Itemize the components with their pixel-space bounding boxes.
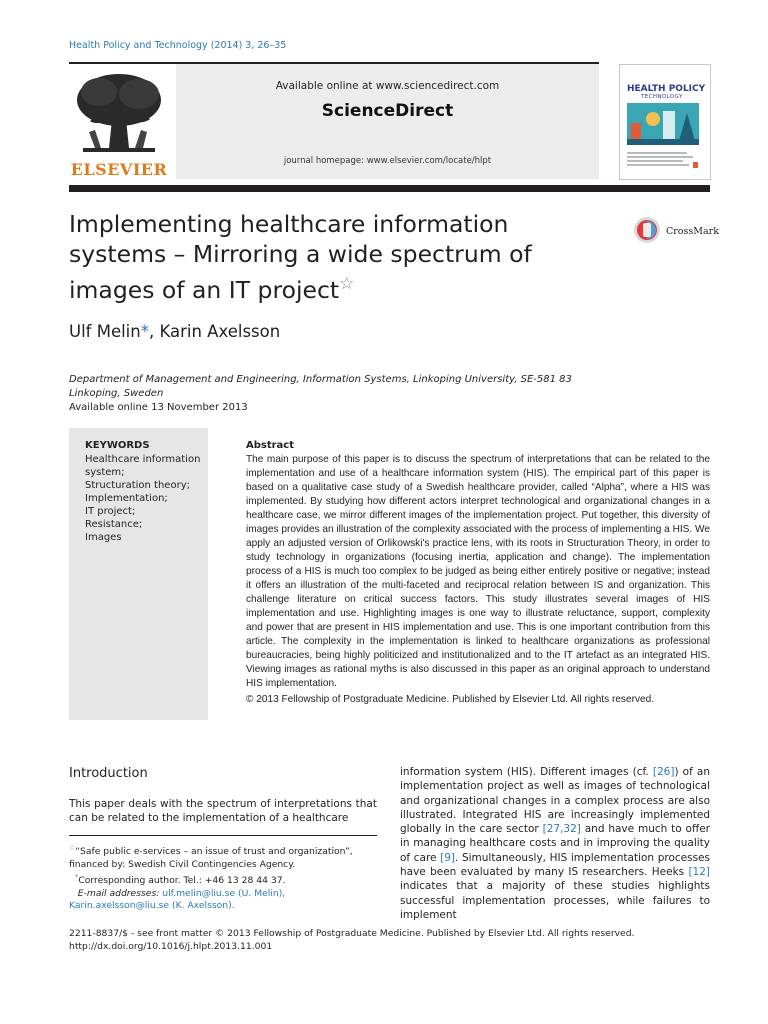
abstract-heading: Abstract bbox=[246, 440, 295, 451]
cover-title: HEALTH POLICY bbox=[627, 84, 706, 94]
keyword-item: IT project; bbox=[85, 506, 136, 517]
footnote-corresponding bbox=[69, 871, 379, 888]
intro-text: . Simultaneously, HIS implementation processes have been evaluated by many IS researchers. Heeks bbox=[400, 851, 710, 879]
citation-link[interactable]: [26] bbox=[652, 766, 675, 778]
article-meta-footer bbox=[69, 928, 689, 953]
available-online-date: Available online 13 November 2013 bbox=[69, 402, 248, 413]
intro-text: ) of an implementation project as well as images of technological and organizational changes in a complex process are also illustrated. Integrated HIS are increasingly implemented globally in the care sector bbox=[400, 766, 711, 836]
keyword-item: Images bbox=[85, 532, 122, 543]
keyword-item: Resistance; bbox=[85, 519, 143, 530]
keyword-item: Implementation; bbox=[85, 493, 168, 504]
keywords-list bbox=[85, 453, 203, 544]
email-label: E-mail addresses: bbox=[77, 887, 160, 899]
cover-illustration-icon bbox=[627, 103, 699, 145]
keyword-item: Structuration theory; bbox=[85, 480, 190, 491]
email-link[interactable]: ulf.melin@liu.se bbox=[162, 887, 236, 899]
article-title bbox=[69, 209, 569, 305]
email-owner: (U. Melin), bbox=[235, 887, 286, 899]
abstract-body: The main purpose of this paper is to discuss the spectrum of interpretations that can be related to the implementation and use of a healthcare information system (HIS). The empirical part of this paper is based on a qualitative case study of a Swedish healthcare provider, called “Alpha”, where a HIS was implemented. By studying how different actors interpret technological and organizational changes in a healthcare case, we mirror different images of the implementation project. Put together, this diversity of images provides an illustration of the complexity associated with the process of implementing a HIS. We apply an adjusted version of Orlikowski's practice lens, with its roots in Structuration Theory, in order to study technology in organizations (focusing inertia, application and change). The implementation process of a HIS is much too complex to be judged as being either entirely positive or negative; instead it offers an illustration of the multi-faceted and reciprocal relation between IS and organization. This challenge literature on critical success factors. This study illustrates several images of HIS implementation and use. Highlighting images is one way to illustrate reluctance, support, complexity and power that are present in HIS implementation and use. This is one important contribution from this article. The complexity in the implementation is linked to healthcare organizations as professional bureaucracies, being highly politicized and institutionalized and to the IT artefact as an integrated HIS. Viewing images as rational myths is also discussed in this paper as an original approach to understand HIS implementation. bbox=[246, 454, 710, 689]
issn-line: 2211-8837/$ - see front matter © 2013 Fellowship of Postgraduate Medicine. Published by Elsevier Ltd. All rights reserved. bbox=[69, 928, 635, 939]
abstract-copyright: © 2013 Fellowship of Postgraduate Medicine. Published by Elsevier Ltd. All rights reserved. bbox=[246, 694, 655, 705]
citation-link[interactable]: [27,32] bbox=[542, 823, 581, 836]
title-footnote-marker[interactable]: ☆ bbox=[339, 274, 355, 294]
footnote-funding-text: “Safe public e-services – an issue of trust and organization”, financed by: Swedish Civil Contingencies Agency. bbox=[69, 846, 353, 870]
footnote-corresponding-text: Corresponding author. Tel.: +46 13 28 44 37. bbox=[78, 875, 286, 887]
crossmark-label[interactable]: CrossMark bbox=[666, 226, 719, 237]
header-bottom-rule bbox=[69, 185, 710, 192]
footnote-divider bbox=[69, 835, 377, 836]
section-heading-introduction: Introduction bbox=[69, 766, 148, 781]
authors bbox=[69, 322, 280, 341]
citation-link[interactable]: [9] bbox=[440, 851, 455, 864]
intro-paragraph-left: This paper deals with the spectrum of interpretations that can be related to the implementation of a healthcare bbox=[69, 798, 377, 824]
citation-link[interactable]: [12] bbox=[688, 866, 710, 879]
elsevier-wordmark: ELSEVIER bbox=[70, 160, 168, 179]
intro-text: and have much to offer in managing healthcare costs and in improving the quality of care bbox=[400, 823, 710, 864]
intro-text: indicates that a majority of these studies highlights successful implementation processes, while failures to implement bbox=[400, 880, 710, 921]
footnote-funding bbox=[69, 842, 379, 871]
footnote-marker: * bbox=[74, 873, 79, 882]
available-online-text: Available online at www.sciencedirect.com bbox=[275, 80, 500, 92]
footnote-emails-cont bbox=[69, 900, 379, 913]
keyword-item: Healthcare information system; bbox=[85, 454, 201, 478]
author-rest: , Karin Axelsson bbox=[148, 322, 281, 341]
email-owner: (K. Axelsson). bbox=[169, 900, 235, 912]
author-first: Ulf Melin bbox=[69, 322, 141, 341]
intro-paragraph-right bbox=[400, 765, 710, 922]
affiliation: Department of Management and Engineering, Information Systems, Linkoping University, SE-581 83 Linkoping, Sweden bbox=[69, 374, 572, 399]
sciencedirect-wordmark[interactable]: ScienceDirect bbox=[321, 101, 454, 121]
cover-text-block bbox=[627, 150, 699, 170]
footnotes bbox=[69, 842, 379, 913]
journal-homepage-link[interactable]: journal homepage: www.elsevier.com/locate/hlpt bbox=[283, 156, 492, 166]
doi-link[interactable]: http://dx.doi.org/10.1016/j.hlpt.2013.11.001 bbox=[69, 940, 273, 952]
cover-subtitle: TECHNOLOGY bbox=[641, 94, 683, 100]
keywords-heading: KEYWORDS bbox=[85, 440, 150, 451]
corresponding-author-marker[interactable]: * bbox=[140, 322, 149, 341]
journal-reference[interactable]: Health Policy and Technology (2014) 3, 26–35 bbox=[69, 40, 287, 51]
article-title-text: Implementing healthcare information systems – Mirroring a wide spectrum of images of an IT project bbox=[69, 210, 532, 304]
footnote-marker: ☆ bbox=[69, 844, 76, 852]
footnote-emails bbox=[69, 888, 379, 901]
intro-text: information system (HIS). Different images (cf. bbox=[400, 766, 653, 778]
email-link[interactable]: Karin.axelsson@liu.se bbox=[69, 900, 170, 912]
